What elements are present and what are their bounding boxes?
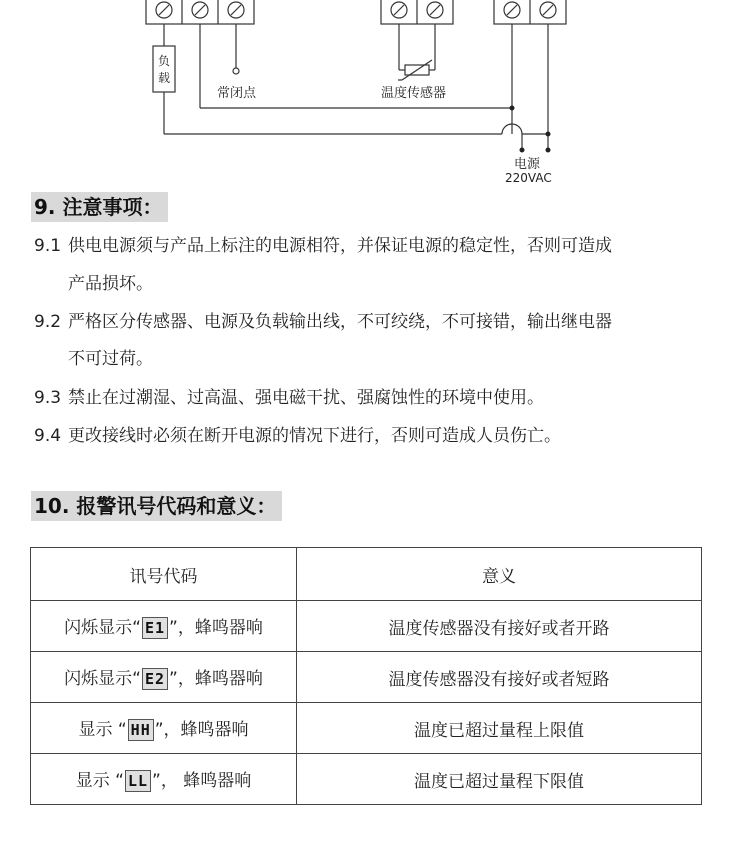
- table-row: [31, 601, 702, 652]
- segment-display-code: LL: [125, 770, 151, 792]
- code-suffix: ”，蜂鸣器响: [169, 669, 263, 689]
- note-continuation: 产品损坏。: [68, 274, 153, 294]
- meaning-cell: 温度传感器没有接好或者开路: [297, 601, 702, 652]
- table-row: [31, 754, 702, 805]
- code-suffix: ”，蜂鸣器响: [154, 720, 249, 740]
- alarm-code-table: [30, 547, 702, 805]
- table-row: [31, 703, 702, 754]
- load-label: 负: [157, 54, 171, 68]
- power-voltage: 220VAC: [505, 171, 552, 185]
- section-9-title: 9. 注意事项：: [31, 192, 168, 222]
- power-label: 电源: [514, 157, 541, 172]
- code-cell: [31, 652, 297, 703]
- segment-display-code: E1: [142, 617, 168, 639]
- note-number: 9.3: [34, 388, 62, 408]
- note-continuation: 不可过荷。: [68, 349, 153, 369]
- header-meaning: 意义: [297, 548, 702, 601]
- segment-display-code: HH: [128, 719, 154, 741]
- sensor-label: 温度传感器: [381, 86, 447, 101]
- code-suffix: ”，蜂鸣器响: [169, 618, 263, 638]
- note-item: [34, 418, 561, 454]
- nc-label: 常闭点: [217, 86, 257, 101]
- header-code: 讯号代码: [31, 548, 297, 601]
- code-prefix: 闪烁显示“: [64, 669, 141, 689]
- code-cell: [31, 754, 297, 805]
- note-number: 9.1: [34, 236, 62, 256]
- code-cell: [31, 601, 297, 652]
- code-prefix: 显示 “: [75, 771, 124, 791]
- note-number: 9.4: [34, 426, 62, 446]
- meaning-cell: 温度已超过量程上限值: [297, 703, 702, 754]
- code-suffix: ”， 蜂鸣器响: [152, 771, 252, 791]
- note-text: 供电电源须与产品上标注的电源相符，并保证电源的稳定性，否则可造成: [68, 236, 612, 256]
- note-text: 严格区分传感器、电源及负载输出线，不可绞绕，不可接错，输出继电器: [68, 312, 612, 332]
- note-item: [34, 228, 612, 264]
- note-text: 禁止在过潮湿、过高温、强电磁干扰、强腐蚀性的环境中使用。: [68, 388, 544, 408]
- note-text: 更改接线时必须在断开电源的情况下进行，否则可造成人员伤亡。: [68, 426, 561, 446]
- note-item: [34, 380, 544, 416]
- segment-display-code: E2: [142, 668, 168, 690]
- meaning-cell: 温度传感器没有接好或者短路: [297, 652, 702, 703]
- load-label-2: 载: [157, 71, 171, 85]
- meaning-cell: 温度已超过量程下限值: [297, 754, 702, 805]
- table-header-row: [31, 548, 702, 601]
- nc-point: [233, 68, 239, 74]
- section-10-title: 10. 报警讯号代码和意义：: [31, 491, 282, 521]
- code-prefix: 显示 “: [78, 720, 127, 740]
- note-item: [34, 304, 612, 340]
- code-cell: [31, 703, 297, 754]
- wiring-diagram: [0, 0, 750, 190]
- load-box: [153, 46, 175, 92]
- code-prefix: 闪烁显示“: [64, 618, 141, 638]
- note-number: 9.2: [34, 312, 62, 332]
- table-row: [31, 652, 702, 703]
